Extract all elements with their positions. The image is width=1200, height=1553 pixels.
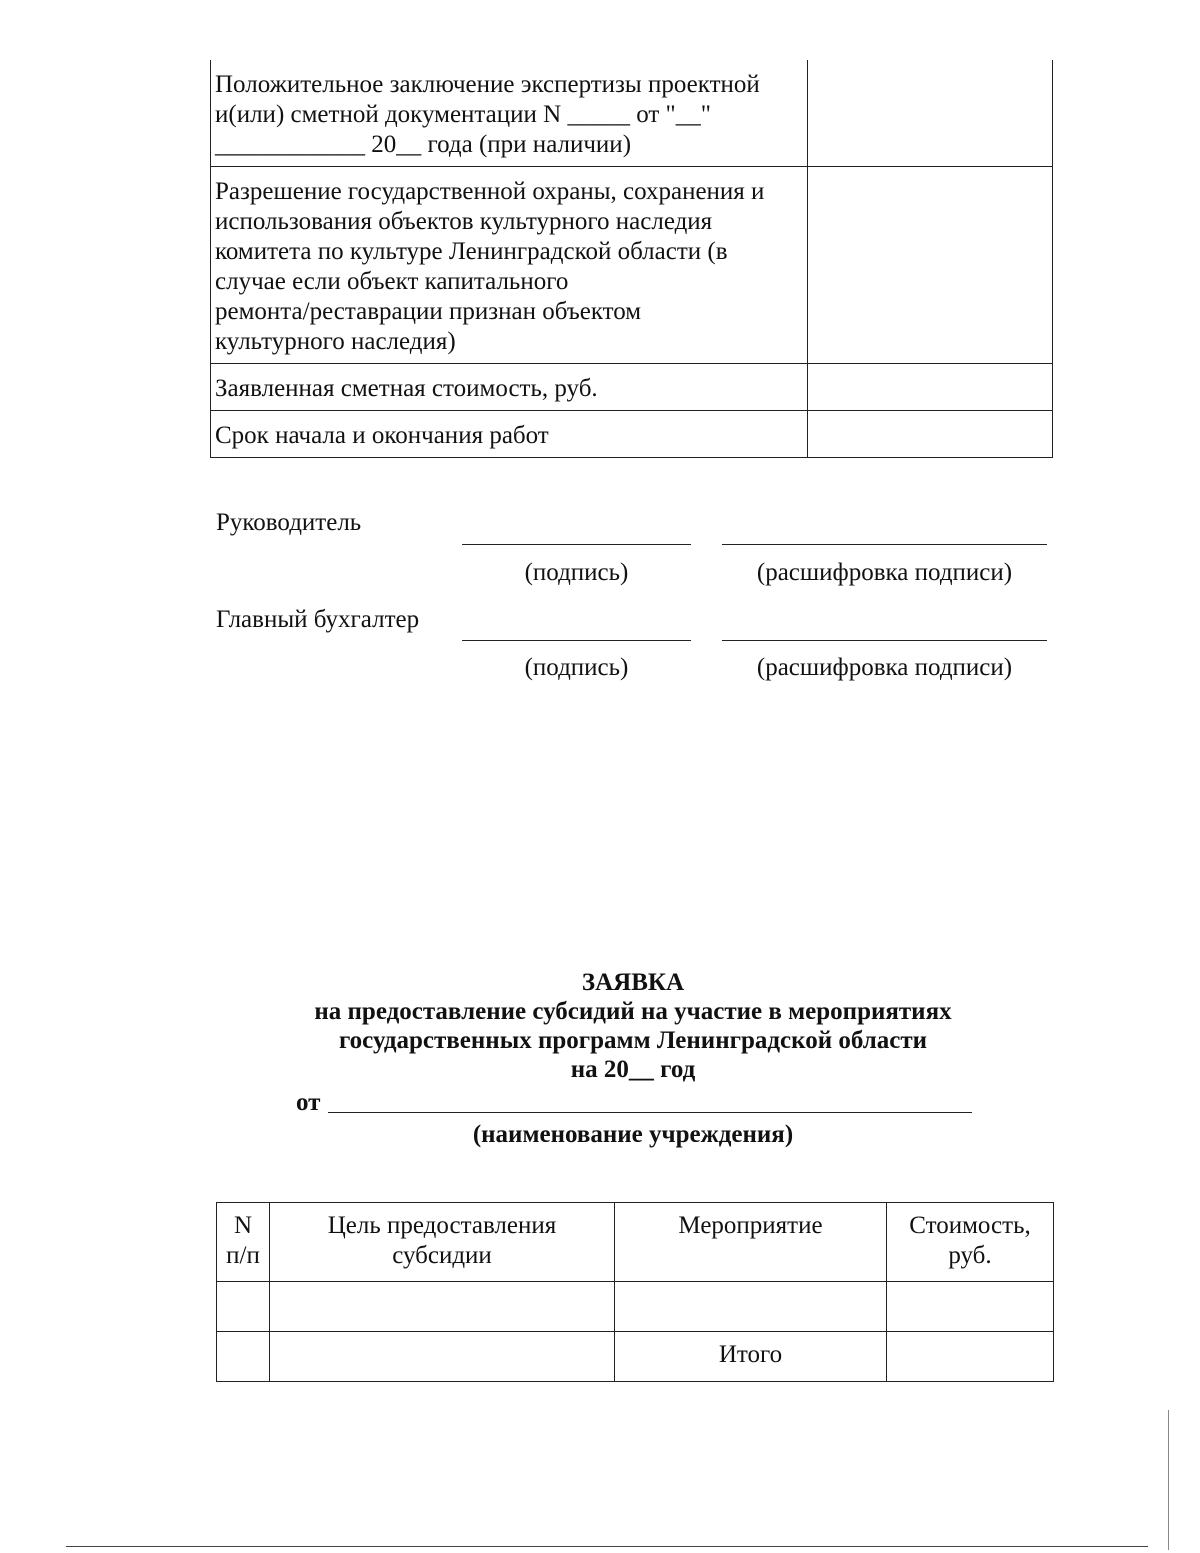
accountant-signature-line[interactable]	[462, 640, 691, 641]
work-period-cell	[211, 411, 808, 458]
subtitle-line: на предоставление субсидий на участие в мероприятиях	[314, 998, 952, 1025]
page-bottom-edge	[66, 1546, 1148, 1547]
table-cell-line: Срок начала и окончания работ	[215, 422, 549, 449]
table-header-row	[217, 1203, 1054, 1282]
accountant-role-label: Главный бухгалтер	[216, 606, 420, 633]
cell-number[interactable]	[217, 1282, 270, 1332]
table-row	[217, 1332, 1054, 1382]
table-cell-line: Положительное заключение экспертизы проектной	[215, 71, 760, 98]
table-cell-line: культурного наследия)	[215, 328, 456, 355]
cell-goal[interactable]	[270, 1332, 615, 1382]
estimated-cost-value[interactable]	[808, 364, 1053, 411]
column-header-event	[615, 1203, 887, 1282]
table-row	[211, 60, 1053, 167]
cell-event[interactable]	[615, 1282, 887, 1332]
accountant-signature-caption: (подпись)	[524, 654, 629, 681]
page-title: ЗАЯВКА	[581, 969, 685, 996]
accountant-decode-caption: (расшифровка подписи)	[756, 654, 1013, 681]
header-line: Цель предоставления	[327, 1212, 557, 1239]
institution-caption: (наименование учреждения)	[472, 1121, 794, 1148]
header-line: руб.	[948, 1242, 992, 1269]
application-title-block	[200, 968, 1066, 1084]
table-row	[211, 364, 1053, 411]
column-header-cost	[887, 1203, 1054, 1282]
expertise-conclusion-cell	[211, 60, 808, 167]
subtitle-line: государственных программ Ленинградской области	[338, 1027, 928, 1054]
table-cell-line: Разрешение государственной охраны, сохранения и	[215, 178, 765, 205]
table-row	[211, 167, 1053, 364]
scan-right-edge	[1168, 1410, 1169, 1550]
estimated-cost-cell	[211, 364, 808, 411]
table-cell-line: Заявленная сметная стоимость, руб.	[215, 375, 598, 402]
table-cell-line: комитета по культуре Ленинградской области (в	[215, 238, 728, 265]
table-cell-line: и(или) сметной документации N _____ от "__"	[215, 101, 711, 128]
header-line: Стоимость,	[909, 1212, 1031, 1239]
cell-number[interactable]	[217, 1332, 270, 1382]
header-line: субсидии	[392, 1242, 492, 1269]
table-row	[217, 1282, 1054, 1332]
heritage-permit-cell	[211, 167, 808, 364]
work-period-value[interactable]	[808, 411, 1053, 458]
institution-name-line[interactable]	[328, 1112, 972, 1113]
column-header-goal	[270, 1203, 615, 1282]
head-decode-caption: (расшифровка подписи)	[756, 559, 1013, 586]
from-label: от	[296, 1089, 321, 1116]
accountant-decode-line[interactable]	[722, 640, 1047, 641]
header-line: п/п	[226, 1242, 260, 1269]
table-cell-line: ремонта/реставрации признан объектом	[215, 298, 642, 325]
subsidy-table	[216, 1202, 1054, 1382]
cell-cost[interactable]	[887, 1282, 1054, 1332]
cell-total-cost[interactable]	[887, 1332, 1054, 1382]
header-line: Мероприятие	[678, 1212, 823, 1239]
cell-goal[interactable]	[270, 1282, 615, 1332]
table-row	[211, 411, 1053, 458]
head-signature-line[interactable]	[462, 544, 691, 545]
expertise-conclusion-value[interactable]	[808, 60, 1053, 167]
table-cell-line: случае если объект капитального	[215, 268, 569, 295]
cell-total-label: Итого	[615, 1332, 887, 1382]
subtitle-line: на 20__ год	[570, 1056, 696, 1083]
head-decode-line[interactable]	[722, 544, 1047, 545]
table-cell-line: использования объектов культурного наследия	[215, 208, 713, 235]
project-documents-table	[210, 60, 1053, 458]
head-role-label: Руководитель	[216, 509, 362, 536]
heritage-permit-value[interactable]	[808, 167, 1053, 364]
head-signature-caption: (подпись)	[524, 559, 629, 586]
header-line: N	[233, 1212, 253, 1239]
table-cell-line: ____________ 20__ года (при наличии)	[215, 131, 632, 158]
column-header-number	[217, 1203, 270, 1282]
